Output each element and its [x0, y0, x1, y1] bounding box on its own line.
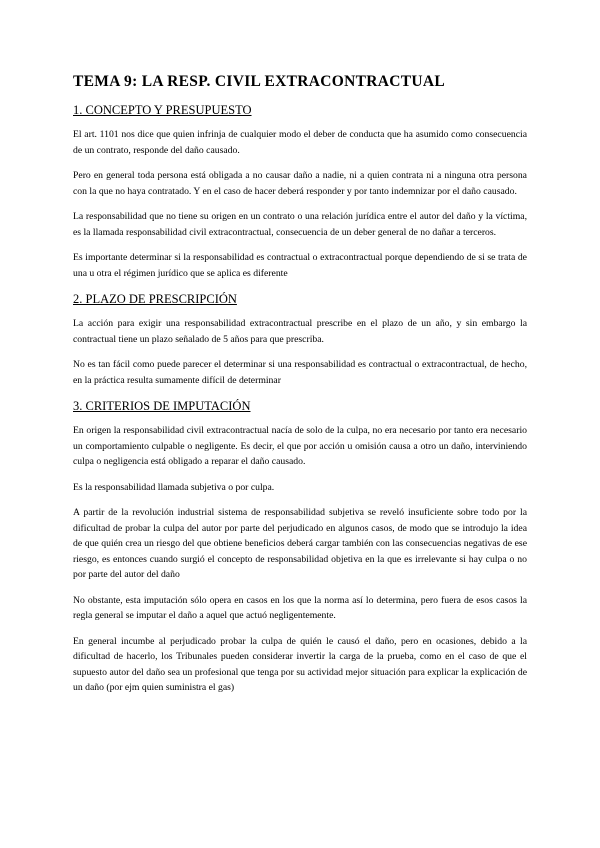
paragraph: El art. 1101 nos dice que quien infrinja de cualquier modo el deber de conducta que ha asumido como consecuencia de un contrato, responde del daño causado. [73, 129, 527, 156]
paragraph: En origen la responsabilidad civil extracontractual nacía de solo de la culpa, no era necesario por tanto era necesario un comportamiento culpable o negligente. Es decir, el que por acción u omisión causa a otro un daño, interviniendo culpa o negligencia está obligado a reparar el daño causado. [73, 425, 527, 467]
section-plazo [73, 291, 527, 388]
document-title: TEMA 9: LA RESP. CIVIL EXTRACONTRACTUAL [73, 73, 445, 90]
paragraph: La acción para exigir una responsabilidad extracontractual prescribe en el plazo de un año, y sin embargo la contractual tiene un plazo señalado de 5 años para que prescriba. [73, 318, 527, 345]
paragraph: No obstante, esta imputación sólo opera en casos en los que la norma así lo determina, pero fuera de esos casos la regla general se imputar el daño a aquel que actuó negligentemente. [73, 594, 527, 621]
paragraph: No es tan fácil como puede parecer el determinar si una responsabilidad es contractual o extracontractual, de hecho, en la práctica resulta sumamente difícil de determinar [73, 359, 527, 386]
section-concepto [73, 102, 527, 281]
paragraph: En general incumbe al perjudicado probar la culpa de quién le causó el daño, pero en ocasiones, debido a la dificultad de hacerlo, los Tribunales pueden considerar invertir la carga de la prueba, como en el caso de que el supuesto autor del daño sea un profesional que tenga por su actividad mejor situación para explicar la explicación de un daño (por ejm quien suministra el gas) [73, 635, 527, 693]
paragraph: Es importante determinar si la responsabilidad es contractual o extracontractual porque dependiendo de si se trata de una u otra el régimen jurídico que se aplica es diferente [73, 252, 527, 279]
section-heading: 3. CRITERIOS DE IMPUTACIÓN [73, 399, 251, 413]
paragraph: A partir de la revolución industrial sistema de responsabilidad subjetiva se reveló insuficiente sobre todo por la dificultad de probar la culpa del autor por parte del perjudicado en algunos casos, de modo que se introdujo la idea de que quién crea un riesgo del que obtiene beneficios deberá cargar también con las consecuencias negativas de ese riesgo, es entonces cuando surgió el concepto de responsabilidad objetiva en la que es irrelevante si hay culpa o no por parte del autor del daño [73, 507, 527, 580]
paragraph: Es la responsabilidad llamada subjetiva o por culpa. [73, 481, 275, 493]
section-heading: 2. PLAZO DE PRESCRIPCIÓN [73, 292, 237, 306]
paragraph: Pero en general toda persona está obligada a no causar daño a nadie, ni a quien contrata ni a ninguna otra persona con la que no haya contratado. Y en el caso de hacer deberá responder y por tanto indemnizar por el daño causado. [73, 170, 527, 197]
section-heading: 1. CONCEPTO Y PRESUPUESTO [73, 103, 252, 117]
paragraph: La responsabilidad que no tiene su origen en un contrato o una relación jurídica entre el autor del daño y la víctima, es la llamada responsabilidad civil extracontractual, consecuencia de un deber general de no dañar a terceros. [73, 211, 527, 238]
section-criterios [73, 398, 527, 696]
